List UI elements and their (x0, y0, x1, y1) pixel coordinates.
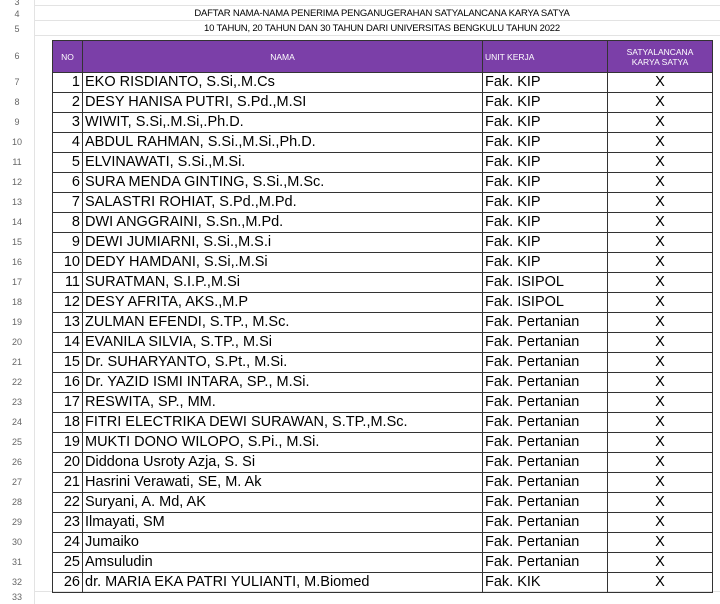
table-row (53, 293, 713, 313)
cell-name[interactable]: Dr. SUHARYANTO, S.Pt., M.Si. (83, 353, 483, 373)
cell-no[interactable]: 4 (53, 133, 83, 153)
row-number[interactable]: 5 (14, 24, 20, 34)
cell-no[interactable]: 15 (53, 353, 83, 373)
cell-name[interactable]: DEWI JUMIARNI, S.Si.,M.S.i (83, 233, 483, 253)
gridline (34, 35, 720, 36)
cell-unit-kerja[interactable]: Fak. ISIPOL (483, 273, 608, 293)
cell-unit-kerja[interactable]: Fak. Pertanian (483, 473, 608, 493)
cell-satyalancana-mark[interactable]: X (608, 193, 713, 213)
cell-satyalancana-mark[interactable]: X (608, 313, 713, 333)
row-number[interactable]: 14 (11, 217, 22, 227)
cell-no[interactable]: 11 (53, 273, 83, 293)
cell-no[interactable]: 6 (53, 173, 83, 193)
row-number[interactable]: 15 (11, 237, 22, 247)
table-row (53, 73, 713, 93)
table-row (53, 133, 713, 153)
row-number[interactable]: 26 (11, 457, 22, 467)
row-number[interactable]: 4 (14, 9, 20, 19)
cell-name[interactable]: SURATMAN, S.I.P.,M.Si (83, 273, 483, 293)
row-number[interactable]: 30 (11, 537, 22, 547)
row-number[interactable]: 29 (11, 517, 22, 527)
cell-satyalancana-mark[interactable]: X (608, 413, 713, 433)
table-row (53, 393, 713, 413)
table-row (53, 373, 713, 393)
cell-unit-kerja[interactable]: Fak. Pertanian (483, 493, 608, 513)
cell-unit-kerja[interactable]: Fak. KIP (483, 193, 608, 213)
row-number[interactable]: 20 (11, 337, 22, 347)
cell-no[interactable]: 17 (53, 393, 83, 413)
table-row (53, 113, 713, 133)
table-row (53, 553, 713, 573)
table-row (53, 93, 713, 113)
cell-name[interactable]: EVANILA SILVIA, S.TP., M.Si (83, 333, 483, 353)
table-row (53, 213, 713, 233)
cell-unit-kerja[interactable]: Fak. Pertanian (483, 553, 608, 573)
cell-name[interactable]: dr. MARIA EKA PATRI YULIANTI, M.Biomed (83, 573, 483, 593)
row-number[interactable]: 19 (11, 317, 22, 327)
cell-satyalancana-mark[interactable]: X (608, 513, 713, 533)
cell-satyalancana-mark[interactable]: X (608, 213, 713, 233)
table-row (53, 153, 713, 173)
cell-satyalancana-mark[interactable]: X (608, 133, 713, 153)
table-row (53, 573, 713, 593)
cell-no[interactable]: 14 (53, 333, 83, 353)
cell-name[interactable]: SURA MENDA GINTING, S.Si.,M.Sc. (83, 173, 483, 193)
cell-name[interactable]: ABDUL RAHMAN, S.Si.,M.Si.,Ph.D. (83, 133, 483, 153)
cell-name[interactable]: ZULMAN EFENDI, S.TP., M.Sc. (83, 313, 483, 333)
cell-no[interactable]: 2 (53, 93, 83, 113)
cell-unit-kerja[interactable]: Fak. Pertanian (483, 453, 608, 473)
header-satyalancana[interactable] (608, 41, 713, 73)
cell-name[interactable]: Ilmayati, SM (83, 513, 483, 533)
cell-unit-kerja[interactable]: Fak. KIK (483, 573, 608, 593)
cell-no[interactable]: 12 (53, 293, 83, 313)
cell-no[interactable]: 1 (53, 73, 83, 93)
table-row (53, 513, 713, 533)
cell-no[interactable]: 23 (53, 513, 83, 533)
table-row (53, 313, 713, 333)
row-number[interactable]: 11 (12, 157, 22, 167)
cell-no[interactable]: 5 (53, 153, 83, 173)
cell-satyalancana-mark[interactable]: X (608, 113, 713, 133)
cell-no[interactable]: 10 (53, 253, 83, 273)
cell-satyalancana-mark[interactable]: X (608, 173, 713, 193)
cell-unit-kerja[interactable]: Fak. Pertanian (483, 353, 608, 373)
cell-satyalancana-mark[interactable]: X (608, 73, 713, 93)
header-unit-kerja[interactable]: UNIT KERJA (483, 41, 608, 73)
row-number-column (0, 0, 34, 604)
cell-unit-kerja[interactable]: Fak. Pertanian (483, 533, 608, 553)
header-no[interactable]: NO (53, 41, 83, 73)
row-number[interactable]: 13 (11, 197, 22, 207)
row-number[interactable]: 6 (14, 51, 20, 61)
cell-name[interactable]: MUKTI DONO WILOPO, S.Pi., M.Si. (83, 433, 483, 453)
table-header-row (53, 41, 713, 73)
cell-name[interactable]: Dr. YAZID ISMI INTARA, SP., M.Si. (83, 373, 483, 393)
gridline (34, 5, 720, 6)
cell-name[interactable]: WIWIT, S.Si,.M.Si,.Ph.D. (83, 113, 483, 133)
cell-unit-kerja[interactable]: Fak. Pertanian (483, 333, 608, 353)
row-number[interactable]: 24 (11, 417, 22, 427)
cell-satyalancana-mark[interactable]: X (608, 473, 713, 493)
row-number[interactable]: 3 (14, 0, 20, 7)
cell-satyalancana-mark[interactable]: X (608, 373, 713, 393)
cell-unit-kerja[interactable]: Fak. Pertanian (483, 373, 608, 393)
cell-name[interactable]: Amsuludin (83, 553, 483, 573)
cell-no[interactable]: 24 (53, 533, 83, 553)
cell-no[interactable]: 22 (53, 493, 83, 513)
cell-unit-kerja[interactable]: Fak. KIP (483, 73, 608, 93)
cell-satyalancana-mark[interactable]: X (608, 573, 713, 593)
cell-name[interactable]: FITRI ELECTRIKA DEWI SURAWAN, S.TP.,M.Sc. (83, 413, 483, 433)
cell-name[interactable]: Suryani, A. Md, AK (83, 493, 483, 513)
row-number[interactable]: 22 (11, 377, 22, 387)
cell-unit-kerja[interactable]: Fak. Pertanian (483, 313, 608, 333)
row-number[interactable]: 17 (11, 277, 22, 287)
table-row (53, 493, 713, 513)
gridline (34, 0, 35, 604)
header-nama[interactable]: NAMA (83, 41, 483, 73)
table-row (53, 533, 713, 553)
cell-unit-kerja[interactable]: Fak. KIP (483, 233, 608, 253)
table-row (53, 413, 713, 433)
cell-unit-kerja[interactable]: Fak. KIP (483, 213, 608, 233)
cell-unit-kerja[interactable]: Fak. KIP (483, 93, 608, 113)
table-row (53, 273, 713, 293)
cell-name[interactable]: ELVINAWATI, S.Si.,M.Si. (83, 153, 483, 173)
row-number[interactable]: 25 (11, 437, 22, 447)
cell-name[interactable]: DEDY HAMDANI, S.Si,.M.Si (83, 253, 483, 273)
cell-name[interactable]: RESWITA, SP., MM. (83, 393, 483, 413)
table-row (53, 233, 713, 253)
recipients-table (52, 40, 713, 593)
cell-name[interactable]: DWI ANGGRAINI, S.Sn.,M.Pd. (83, 213, 483, 233)
cell-satyalancana-mark[interactable]: X (608, 393, 713, 413)
table-row (53, 173, 713, 193)
header-satyalancana-line1: SATYALANCANA (626, 46, 694, 57)
cell-unit-kerja[interactable]: Fak. KIP (483, 113, 608, 133)
cell-satyalancana-mark[interactable]: X (608, 493, 713, 513)
row-number[interactable]: 31 (11, 557, 22, 567)
cell-unit-kerja[interactable]: Fak. ISIPOL (483, 293, 608, 313)
cell-satyalancana-mark[interactable]: X (608, 353, 713, 373)
row-number[interactable]: 8 (14, 97, 20, 107)
cell-unit-kerja[interactable]: Fak. Pertanian (483, 513, 608, 533)
row-number[interactable]: 10 (11, 137, 22, 147)
cell-no[interactable]: 18 (53, 413, 83, 433)
table-row (53, 333, 713, 353)
cell-satyalancana-mark[interactable]: X (608, 293, 713, 313)
cell-no[interactable]: 26 (53, 573, 83, 593)
cell-name[interactable]: Jumaiko (83, 533, 483, 553)
cell-unit-kerja[interactable]: Fak. Pertanian (483, 413, 608, 433)
row-number[interactable]: 32 (11, 577, 22, 587)
table-row (53, 193, 713, 213)
cell-name[interactable]: SALASTRI ROHIAT, S.Pd.,M.Pd. (83, 193, 483, 213)
document-title-line-1: DAFTAR NAMA-NAMA PENERIMA PENGANUGERAHAN SATYALANCANA KARYA SATYA (194, 8, 570, 19)
cell-no[interactable]: 20 (53, 453, 83, 473)
table-row (53, 453, 713, 473)
cell-no[interactable]: 13 (53, 313, 83, 333)
cell-unit-kerja[interactable]: Fak. KIP (483, 133, 608, 153)
row-number[interactable]: 33 (11, 592, 22, 602)
cell-name[interactable]: DESY AFRITA, AKS.,M.P (83, 293, 483, 313)
cell-satyalancana-mark[interactable]: X (608, 233, 713, 253)
row-number[interactable]: 12 (11, 177, 22, 187)
cell-unit-kerja[interactable]: Fak. Pertanian (483, 393, 608, 413)
table-row (53, 253, 713, 273)
cell-name[interactable]: EKO RISDIANTO, S.Si,.M.Cs (83, 73, 483, 93)
cell-unit-kerja[interactable]: Fak. KIP (483, 173, 608, 193)
cell-satyalancana-mark[interactable]: X (608, 153, 713, 173)
cell-no[interactable]: 16 (53, 373, 83, 393)
cell-no[interactable]: 25 (53, 553, 83, 573)
cell-satyalancana-mark[interactable]: X (608, 93, 713, 113)
cell-satyalancana-mark[interactable]: X (608, 333, 713, 353)
row-number[interactable]: 21 (11, 357, 22, 367)
cell-satyalancana-mark[interactable]: X (608, 433, 713, 453)
cell-satyalancana-mark[interactable]: X (608, 453, 713, 473)
row-number[interactable]: 28 (11, 497, 22, 507)
row-number[interactable]: 7 (14, 77, 20, 87)
cell-no[interactable]: 7 (53, 193, 83, 213)
cell-unit-kerja[interactable]: Fak. KIP (483, 153, 608, 173)
cell-satyalancana-mark[interactable]: X (608, 553, 713, 573)
row-number[interactable]: 27 (11, 477, 22, 487)
cell-satyalancana-mark[interactable]: X (608, 273, 713, 293)
table-row (53, 473, 713, 493)
table-row (53, 353, 713, 373)
header-satyalancana-line2: KARYA SATYA (631, 56, 689, 67)
cell-no[interactable]: 21 (53, 473, 83, 493)
cell-no[interactable]: 8 (53, 213, 83, 233)
cell-no[interactable]: 19 (53, 433, 83, 453)
row-number[interactable]: 18 (11, 297, 22, 307)
row-number[interactable]: 9 (14, 117, 20, 127)
cell-no[interactable]: 3 (53, 113, 83, 133)
row-number[interactable]: 23 (11, 397, 22, 407)
cell-name[interactable]: DESY HANISA PUTRI, S.Pd.,M.SI (83, 93, 483, 113)
cell-satyalancana-mark[interactable]: X (608, 533, 713, 553)
cell-name[interactable]: Hasrini Verawati, SE, M. Ak (83, 473, 483, 493)
cell-no[interactable]: 9 (53, 233, 83, 253)
cell-unit-kerja[interactable]: Fak. KIP (483, 253, 608, 273)
cell-unit-kerja[interactable]: Fak. Pertanian (483, 433, 608, 453)
document-title-line-2: 10 TAHUN, 20 TAHUN DAN 30 TAHUN DARI UNIVERSITAS BENGKULU TAHUN 2022 (204, 23, 560, 34)
cell-name[interactable]: Diddona Usroty Azja, S. Si (83, 453, 483, 473)
table-row (53, 433, 713, 453)
cell-satyalancana-mark[interactable]: X (608, 253, 713, 273)
row-number[interactable]: 16 (11, 257, 22, 267)
gridline (34, 20, 720, 21)
